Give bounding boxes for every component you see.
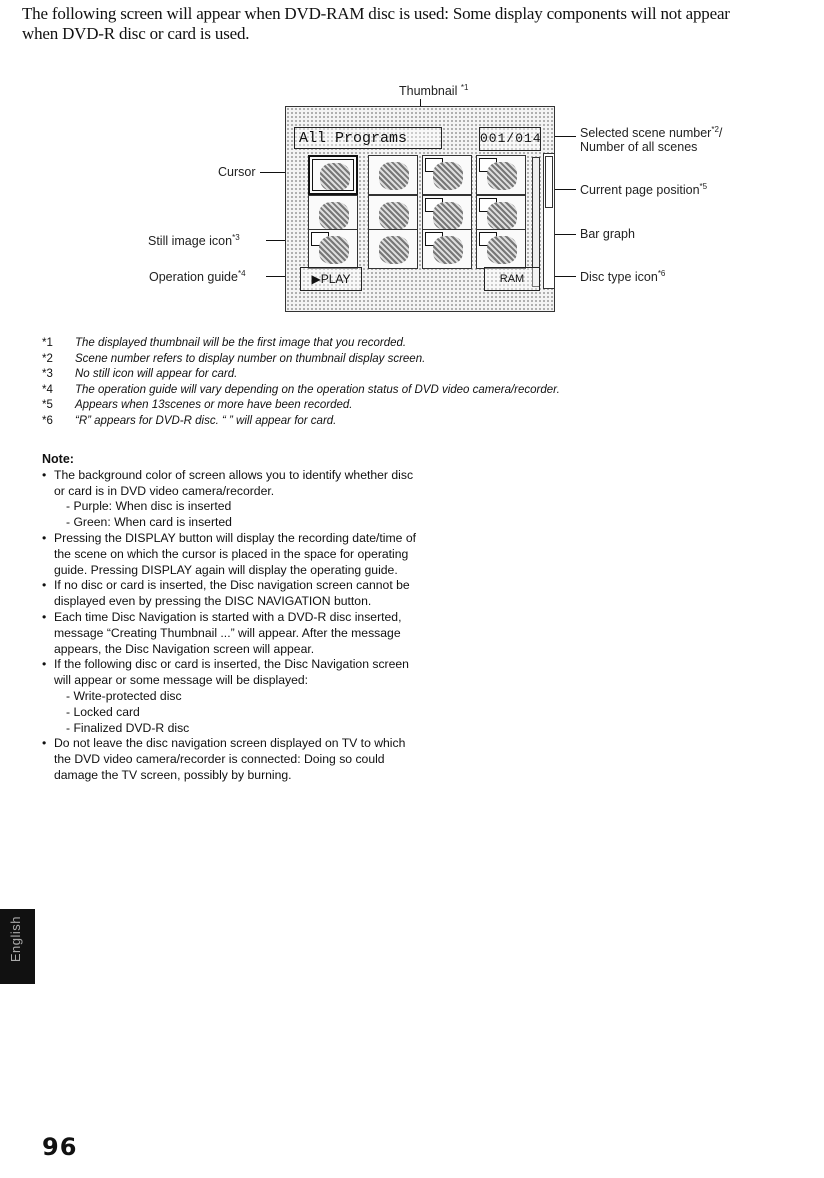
- footnote-mark: *4: [42, 383, 53, 396]
- note-text: The background color of screen allows you to identify whether disc or card is in DVD video camera/recorder.: [54, 467, 414, 498]
- note-item: • Pressing the DISPLAY button will display the recording date/time of the scene on which the cursor is placed in the space for operating guide. Pressing DISPLAY again will display the operating guide.: [42, 531, 422, 578]
- footnote: [42, 352, 802, 368]
- footnote: [42, 336, 802, 352]
- thumbnail-image: [379, 162, 409, 190]
- still-label: [148, 233, 240, 248]
- disc-note: *6: [657, 269, 666, 278]
- thumbnail-image: [433, 236, 463, 264]
- thumbnail[interactable]: [422, 229, 472, 269]
- note-text: If the following disc or card is inserted, the Disc Navigation screen will appear or some message will be displayed:: [54, 657, 409, 688]
- selected-slash: /: [718, 126, 723, 141]
- scene-counter: 001/014: [479, 127, 541, 151]
- note-subitem: - Write-protected disc: [66, 688, 182, 703]
- note-heading: Note:: [42, 452, 74, 466]
- note-section: [42, 452, 422, 784]
- note-item: • If no disc or card is inserted, the Disc navigation screen cannot be displayed even by pressing the DISC NAVIGATION button.: [42, 578, 422, 610]
- footnote-text: No still icon will appear for card.: [75, 368, 238, 381]
- thumbnail-image: [379, 236, 409, 264]
- footnote-mark: *5: [42, 399, 53, 412]
- note-item: [42, 657, 422, 736]
- selected-note: *2: [711, 125, 719, 134]
- thumbnail-image: [487, 202, 517, 230]
- thumbnail-image: [319, 202, 349, 230]
- thumbnail-image: [487, 162, 517, 190]
- thumbnail-image: [379, 202, 409, 230]
- page-position-scrollbar[interactable]: [543, 153, 555, 289]
- play-guide: ▶PLAY: [300, 267, 362, 291]
- disc-label-text: Disc type icon: [580, 270, 658, 285]
- operation-note: *4: [237, 269, 246, 278]
- cursor-label: Cursor: [218, 165, 256, 179]
- thumbnail[interactable]: [308, 229, 358, 269]
- thumbnail-image: [433, 202, 463, 230]
- footnote-text: Scene number refers to display number on thumbnail display screen.: [75, 352, 426, 365]
- page-pos-note: *5: [699, 182, 708, 191]
- footnote: [42, 414, 802, 430]
- disc-navigation-screen: [285, 106, 555, 312]
- note-item: [42, 468, 422, 531]
- footnote-mark: *6: [42, 414, 53, 427]
- thumbnail-note: *1: [460, 83, 469, 92]
- thumbnail-image: [320, 163, 350, 191]
- note-subitem: - Locked card: [66, 704, 140, 719]
- page-pos-label-text: Current page position: [580, 183, 700, 198]
- operation-label: [149, 269, 246, 284]
- footnote-text: “R” appears for DVD-R disc. “ ” will appear for card.: [75, 414, 337, 427]
- note-subitem: - Purple: When disc is inserted: [66, 499, 232, 514]
- note-subitem: - Finalized DVD-R disc: [66, 720, 190, 735]
- footnote-mark: *2: [42, 352, 53, 365]
- intro-line-2: when DVD-R disc or card is used.: [22, 24, 250, 43]
- still-label-text: Still image icon: [148, 234, 233, 249]
- thumbnail-image: [487, 236, 517, 264]
- language-tab-text: English: [8, 916, 23, 963]
- thumbnail-label: [399, 83, 468, 98]
- note-item: • Each time Disc Navigation is started with a DVD-R disc inserted, message “Creating Thumbnail ...” will appear. After the message appears, the Disc Navigation screen will appear.: [42, 610, 422, 657]
- thumbnail[interactable]: [422, 155, 472, 195]
- thumbnail[interactable]: [476, 229, 526, 269]
- bar-graph-label: Bar graph: [580, 227, 635, 241]
- thumbnail[interactable]: [476, 155, 526, 195]
- language-tab: [0, 909, 35, 984]
- screen-title: All Programs: [294, 127, 442, 149]
- number-of-scenes-label: Number of all scenes: [580, 140, 698, 154]
- note-subitem: - Green: When card is inserted: [66, 515, 232, 530]
- page-number: 96: [42, 1133, 78, 1161]
- note-item: • Do not leave the disc navigation screen displayed on TV to which the DVD video camera/recorder is connected: Doing so could damage the TV screen, possibly by burning.: [42, 736, 422, 783]
- disc-type-icon: RAM: [484, 267, 540, 291]
- footnote-mark: *3: [42, 368, 53, 381]
- footnote-text: The displayed thumbnail will be the first image that you recorded.: [75, 337, 407, 349]
- operation-label-text: Operation guide: [149, 270, 238, 285]
- disc-type-label: [580, 269, 665, 284]
- thumbnail-selected[interactable]: [308, 155, 358, 195]
- footnote: [42, 398, 802, 414]
- scroll-thumb[interactable]: [545, 156, 553, 208]
- footnote: [42, 383, 802, 399]
- page-position-label: [580, 182, 707, 197]
- footnote-mark: *1: [42, 337, 53, 349]
- thumbnail-image: [319, 236, 349, 264]
- intro-line-1: The following screen will appear when DVD-RAM disc is used: Some display components will not appear: [22, 4, 730, 23]
- thumbnail[interactable]: [368, 155, 418, 195]
- footnote: [42, 367, 802, 383]
- footnote-text: The operation guide will vary depending on the operation status of DVD video camera/recorder.: [75, 383, 560, 396]
- still-note: *3: [232, 233, 240, 242]
- thumbnail[interactable]: [368, 229, 418, 269]
- footnotes: [42, 336, 802, 430]
- thumbnail-label-text: Thumbnail: [399, 84, 461, 99]
- footnote-text: Appears when 13scenes or more have been recorded.: [75, 399, 353, 412]
- note-list: [42, 468, 422, 784]
- intro-text: [22, 4, 812, 44]
- selected-label-text: Selected scene number: [580, 126, 712, 141]
- note-subitems: [54, 499, 422, 531]
- note-subitems: [54, 689, 422, 736]
- selected-scene-label: [580, 125, 722, 140]
- thumbnail-image: [433, 162, 463, 190]
